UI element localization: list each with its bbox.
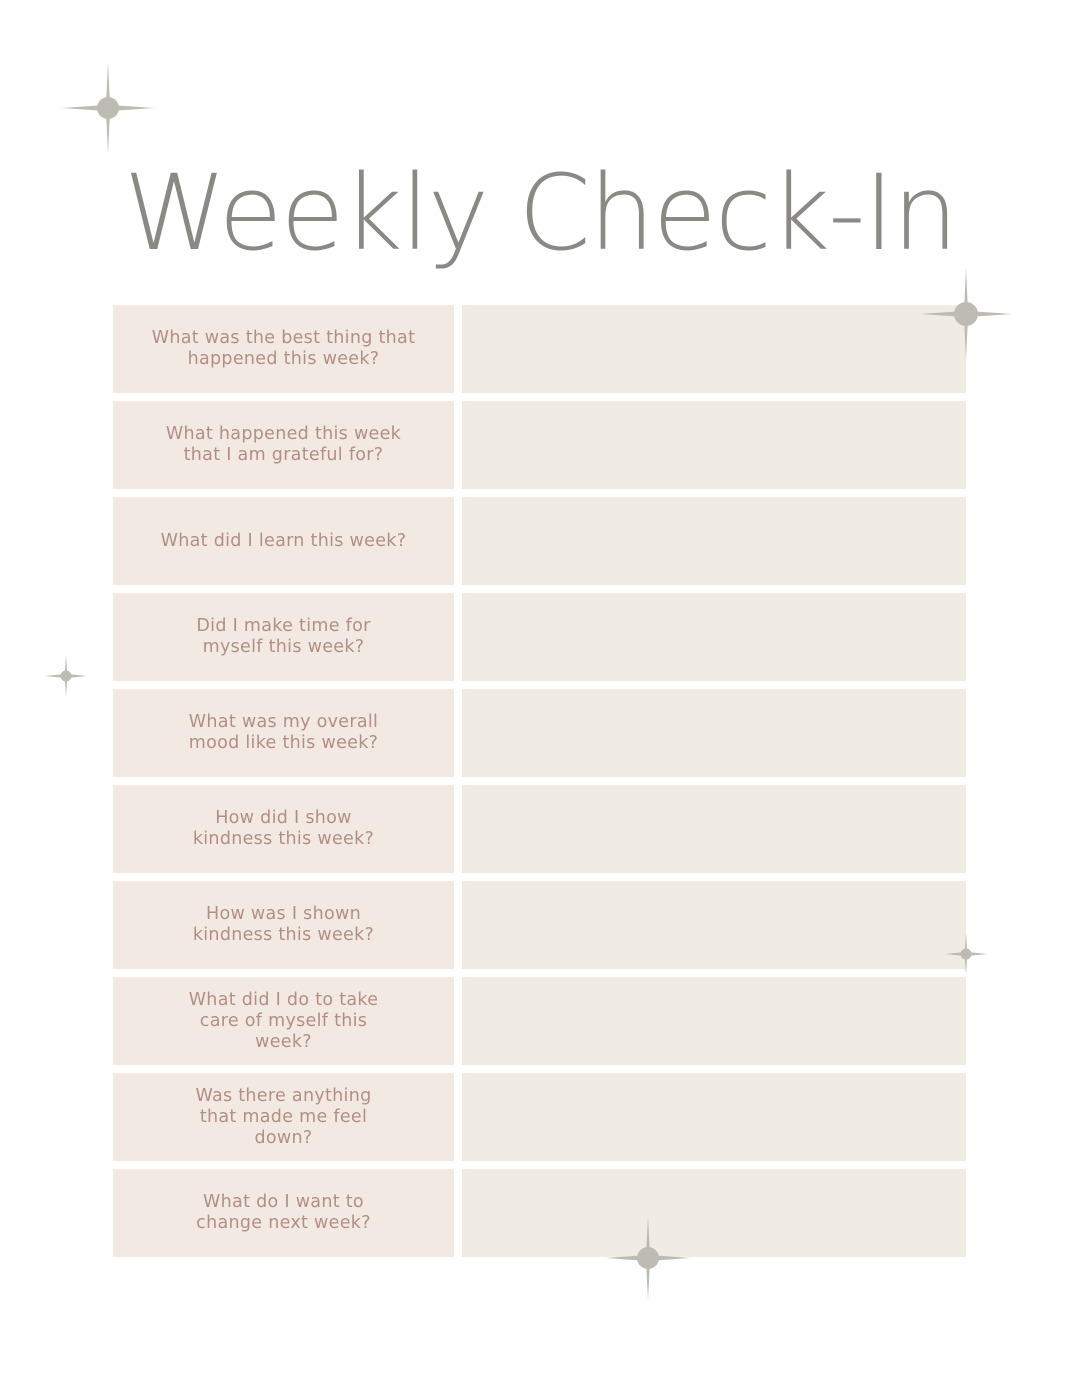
table-row (113, 881, 966, 969)
answer-cell[interactable] (462, 977, 966, 1065)
answer-cell[interactable] (462, 785, 966, 873)
question-cell: How was I shown kindness this week? (113, 881, 454, 969)
question-cell: Did I make time for myself this week? (113, 593, 454, 681)
table-row (113, 305, 966, 393)
table-row (113, 785, 966, 873)
question-cell: Was there anything that made me feel down? (113, 1073, 454, 1161)
sparkle-icon (606, 1216, 690, 1300)
question-cell: What was the best thing that happened this week? (113, 305, 454, 393)
question-cell: How did I show kindness this week? (113, 785, 454, 873)
check-in-table (113, 305, 966, 1257)
answer-cell[interactable] (462, 305, 966, 393)
question-cell: What do I want to change next week? (113, 1169, 454, 1257)
table-row (113, 401, 966, 489)
table-row (113, 977, 966, 1065)
question-cell: What did I learn this week? (113, 497, 454, 585)
answer-cell[interactable] (462, 1073, 966, 1161)
question-cell: What was my overall mood like this week? (113, 689, 454, 777)
answer-cell[interactable] (462, 1169, 966, 1257)
question-cell: What did I do to take care of myself this week? (113, 977, 454, 1065)
sparkle-icon (45, 655, 87, 697)
question-cell: What happened this week that I am grateful for? (113, 401, 454, 489)
answer-cell[interactable] (462, 593, 966, 681)
sparkle-icon (62, 62, 154, 154)
answer-cell[interactable] (462, 881, 966, 969)
sparkle-icon (920, 268, 1012, 360)
page-title: Weekly Check-In (123, 152, 957, 274)
sparkle-icon (945, 933, 987, 975)
answer-cell[interactable] (462, 497, 966, 585)
table-row (113, 593, 966, 681)
table-row (113, 1169, 966, 1257)
table-row (113, 497, 966, 585)
table-row (113, 689, 966, 777)
table-row (113, 1073, 966, 1161)
answer-cell[interactable] (462, 689, 966, 777)
answer-cell[interactable] (462, 401, 966, 489)
